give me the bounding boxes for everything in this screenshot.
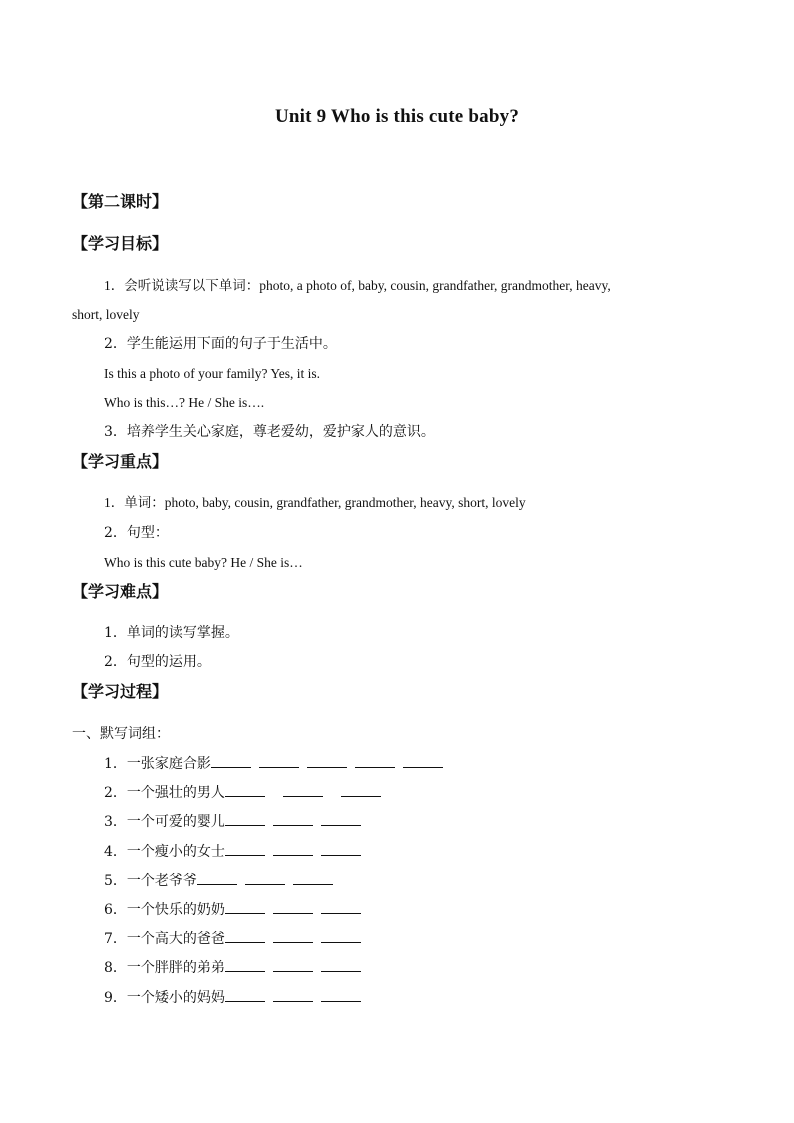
exercise-item [104, 870, 341, 891]
answer-blanks [225, 841, 369, 862]
answer-blanks [225, 957, 369, 978]
objectives-heading: 【学习目标】 [72, 234, 169, 253]
answer-blank[interactable] [341, 782, 381, 797]
exercise-item [104, 841, 369, 862]
answer-blanks [225, 987, 369, 1008]
key-point-item-1: 1．单词：photo, baby, cousin, grandfather, grandmother, heavy, short, lovely [104, 495, 526, 510]
exercise-label: 7．一个高大的爸爸 [104, 931, 225, 947]
answer-blank[interactable] [245, 870, 285, 885]
answer-blank[interactable] [225, 782, 265, 797]
answer-blank[interactable] [225, 957, 265, 972]
answer-blank[interactable] [321, 987, 361, 1002]
objective-item-1: 1．会听说读写以下单词：photo, a photo of, baby, cousin, grandfather, grandmother, heavy, [104, 278, 611, 293]
exercise-label: 9．一个矮小的妈妈 [104, 990, 225, 1006]
answer-blank[interactable] [225, 987, 265, 1002]
answer-blanks [197, 870, 341, 891]
answer-blank[interactable] [321, 899, 361, 914]
exercise-label: 4．一个瘦小的女士 [104, 844, 225, 860]
answer-blank[interactable] [197, 870, 237, 885]
objective-sentence-1: Is this a photo of your family? Yes, it is. [104, 366, 320, 381]
difficulty-item-1: 1．单词的读写掌握。 [104, 625, 239, 641]
key-points-heading: 【学习重点】 [72, 452, 169, 471]
answer-blank[interactable] [321, 811, 361, 826]
difficulty-item-2: 2．句型的运用。 [104, 654, 211, 670]
objective-item-3: 3．培养学生关心家庭，尊老爱幼，爱护家人的意识。 [104, 424, 435, 440]
answer-blank[interactable] [225, 928, 265, 943]
exercise-item [104, 957, 369, 978]
answer-blank[interactable] [273, 957, 313, 972]
answer-blank[interactable] [225, 899, 265, 914]
answer-blank[interactable] [355, 753, 395, 768]
page-title: Unit 9 Who is this cute baby? [274, 106, 520, 127]
answer-blank[interactable] [273, 841, 313, 856]
exercise-item [104, 987, 369, 1008]
objective-sentence-2: Who is this…? He / She is…. [104, 395, 265, 410]
answer-blanks [225, 811, 369, 832]
answer-blank[interactable] [273, 899, 313, 914]
answer-blanks [225, 928, 369, 949]
key-point-sentence: Who is this cute baby? He / She is… [104, 555, 303, 570]
lesson-heading: 【第二课时】 [72, 192, 169, 211]
exercise-label: 8．一个胖胖的弟弟 [104, 960, 225, 976]
exercise-item [104, 753, 451, 774]
answer-blank[interactable] [211, 753, 251, 768]
objective-item-2: 2．学生能运用下面的句子于生活中。 [104, 336, 337, 352]
process-heading: 【学习过程】 [72, 682, 169, 701]
answer-blanks [211, 753, 451, 774]
objective-item-1-continued: short, lovely [72, 307, 140, 322]
answer-blank[interactable] [225, 811, 265, 826]
answer-blanks [225, 899, 369, 920]
answer-blank[interactable] [273, 987, 313, 1002]
difficulties-heading: 【学习难点】 [72, 582, 169, 601]
exercise-item [104, 811, 369, 832]
answer-blank[interactable] [321, 957, 361, 972]
exercise-label: 5．一个老爷爷 [104, 873, 197, 889]
answer-blanks [225, 782, 399, 803]
answer-blank[interactable] [403, 753, 443, 768]
exercise-label: 6．一个快乐的奶奶 [104, 902, 225, 918]
answer-blank[interactable] [321, 841, 361, 856]
exercise-item [104, 899, 369, 920]
answer-blank[interactable] [225, 841, 265, 856]
answer-blank[interactable] [273, 811, 313, 826]
exercise-label: 1．一张家庭合影 [104, 756, 211, 772]
answer-blank[interactable] [321, 928, 361, 943]
exercise-item [104, 782, 399, 803]
answer-blank[interactable] [283, 782, 323, 797]
exercise-label: 2．一个强壮的男人 [104, 785, 225, 801]
answer-blank[interactable] [307, 753, 347, 768]
process-section-1: 一、默写词组： [72, 726, 170, 742]
answer-blank[interactable] [293, 870, 333, 885]
exercise-item [104, 928, 369, 949]
answer-blank[interactable] [259, 753, 299, 768]
exercise-label: 3．一个可爱的婴儿 [104, 814, 225, 830]
key-point-item-2: 2．句型： [104, 525, 169, 541]
answer-blank[interactable] [273, 928, 313, 943]
